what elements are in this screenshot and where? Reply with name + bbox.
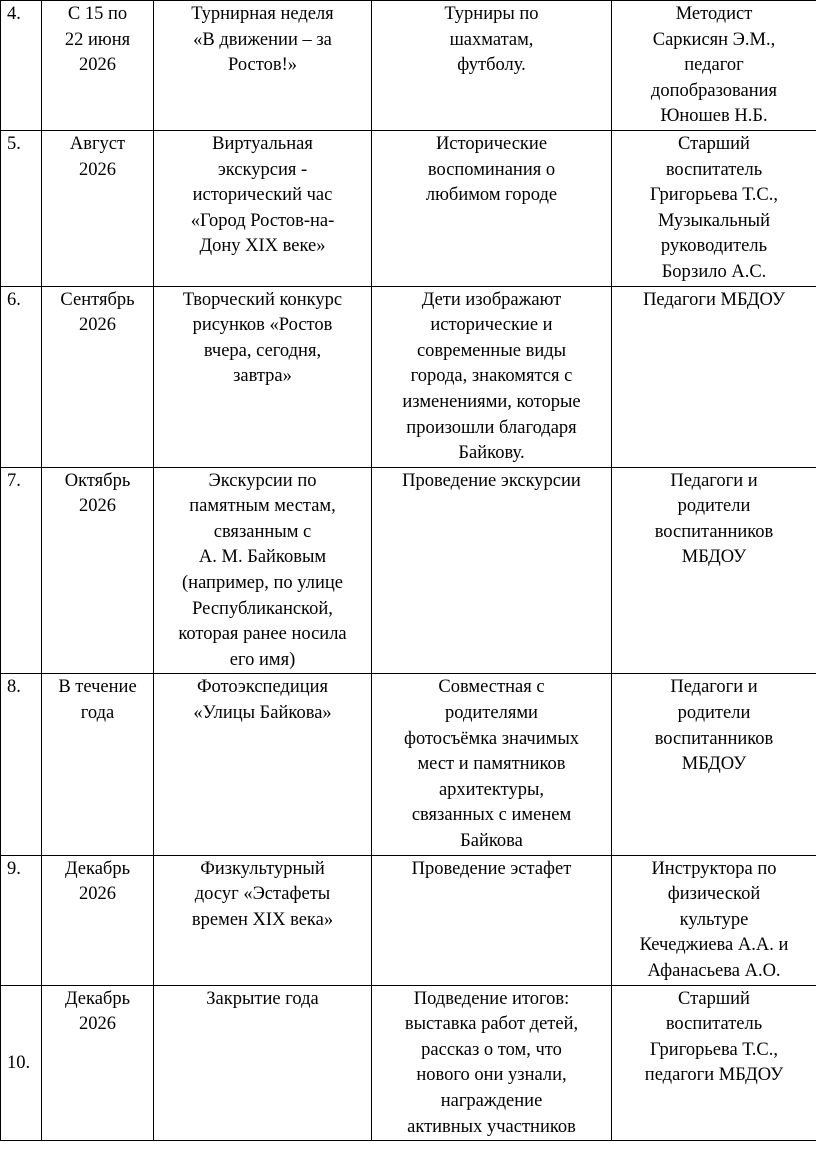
row-number: 9. xyxy=(1,855,42,985)
content-cell: Проведение эстафет xyxy=(372,855,612,985)
event-cell: Экскурсии по памятным местам, связанным с А. М. Байковым (например, по улице Республиканской, которая ранее носила его имя) xyxy=(154,467,372,674)
responsible-cell: Старший воспитатель Григорьева Т.С., Музыкальный руководитель Борзило А.С. xyxy=(612,130,816,286)
event-cell: Творческий конкурс рисунков «Ростов вчера, сегодня, завтра» xyxy=(154,286,372,467)
content-cell: Проведение экскурсии xyxy=(372,467,612,674)
date-cell: С 15 по 22 июня 2026 xyxy=(42,1,154,131)
row-number: 6. xyxy=(1,286,42,467)
responsible-cell: Методист Саркисян Э.М., педагог допобразования Юношев Н.Б. xyxy=(612,1,816,131)
table-row xyxy=(1,130,816,286)
date-cell: В течение года xyxy=(42,674,154,855)
content-cell: Дети изображают исторические и современные виды города, знакомятся с изменениями, которые произошли благодаря Байкову. xyxy=(372,286,612,467)
table-row xyxy=(1,674,816,855)
content-cell: Подведение итогов: выставка работ детей, рассказ о том, что нового они узнали, награждение активных участников xyxy=(372,985,612,1141)
row-number: 4. xyxy=(1,1,42,131)
event-cell: Физкультурный досуг «Эстафеты времен XIX века» xyxy=(154,855,372,985)
row-number: 10. xyxy=(1,985,42,1141)
table-row xyxy=(1,286,816,467)
date-cell: Октябрь 2026 xyxy=(42,467,154,674)
content-cell: Турниры по шахматам, футболу. xyxy=(372,1,612,131)
event-cell: Турнирная неделя «В движении – за Ростов!» xyxy=(154,1,372,131)
responsible-cell: Инструктора по физической культуре Кечеджиева А.А. и Афанасьева А.О. xyxy=(612,855,816,985)
date-cell: Сентябрь 2026 xyxy=(42,286,154,467)
table-row xyxy=(1,1,816,131)
content-cell: Совместная с родителями фотосъёмка значимых мест и памятников архитектуры, связанных с именем Байкова xyxy=(372,674,612,855)
row-number: 7. xyxy=(1,467,42,674)
table-row xyxy=(1,985,816,1141)
row-number: 8. xyxy=(1,674,42,855)
responsible-cell: Педагоги МБДОУ xyxy=(612,286,816,467)
date-cell: Декабрь 2026 xyxy=(42,985,154,1141)
row-number: 5. xyxy=(1,130,42,286)
responsible-cell: Педагоги и родители воспитанников МБДОУ xyxy=(612,467,816,674)
responsible-cell: Старший воспитатель Григорьева Т.С., педагоги МБДОУ xyxy=(612,985,816,1141)
table-row xyxy=(1,855,816,985)
date-cell: Август 2026 xyxy=(42,130,154,286)
event-cell: Фотоэкспедиция «Улицы Байкова» xyxy=(154,674,372,855)
date-cell: Декабрь 2026 xyxy=(42,855,154,985)
event-cell: Закрытие года xyxy=(154,985,372,1141)
event-cell: Виртуальная экскурсия - исторический час «Город Ростов-на- Дону XIX веке» xyxy=(154,130,372,286)
responsible-cell: Педагоги и родители воспитанников МБДОУ xyxy=(612,674,816,855)
table-row xyxy=(1,467,816,674)
content-cell: Исторические воспоминания о любимом городе xyxy=(372,130,612,286)
